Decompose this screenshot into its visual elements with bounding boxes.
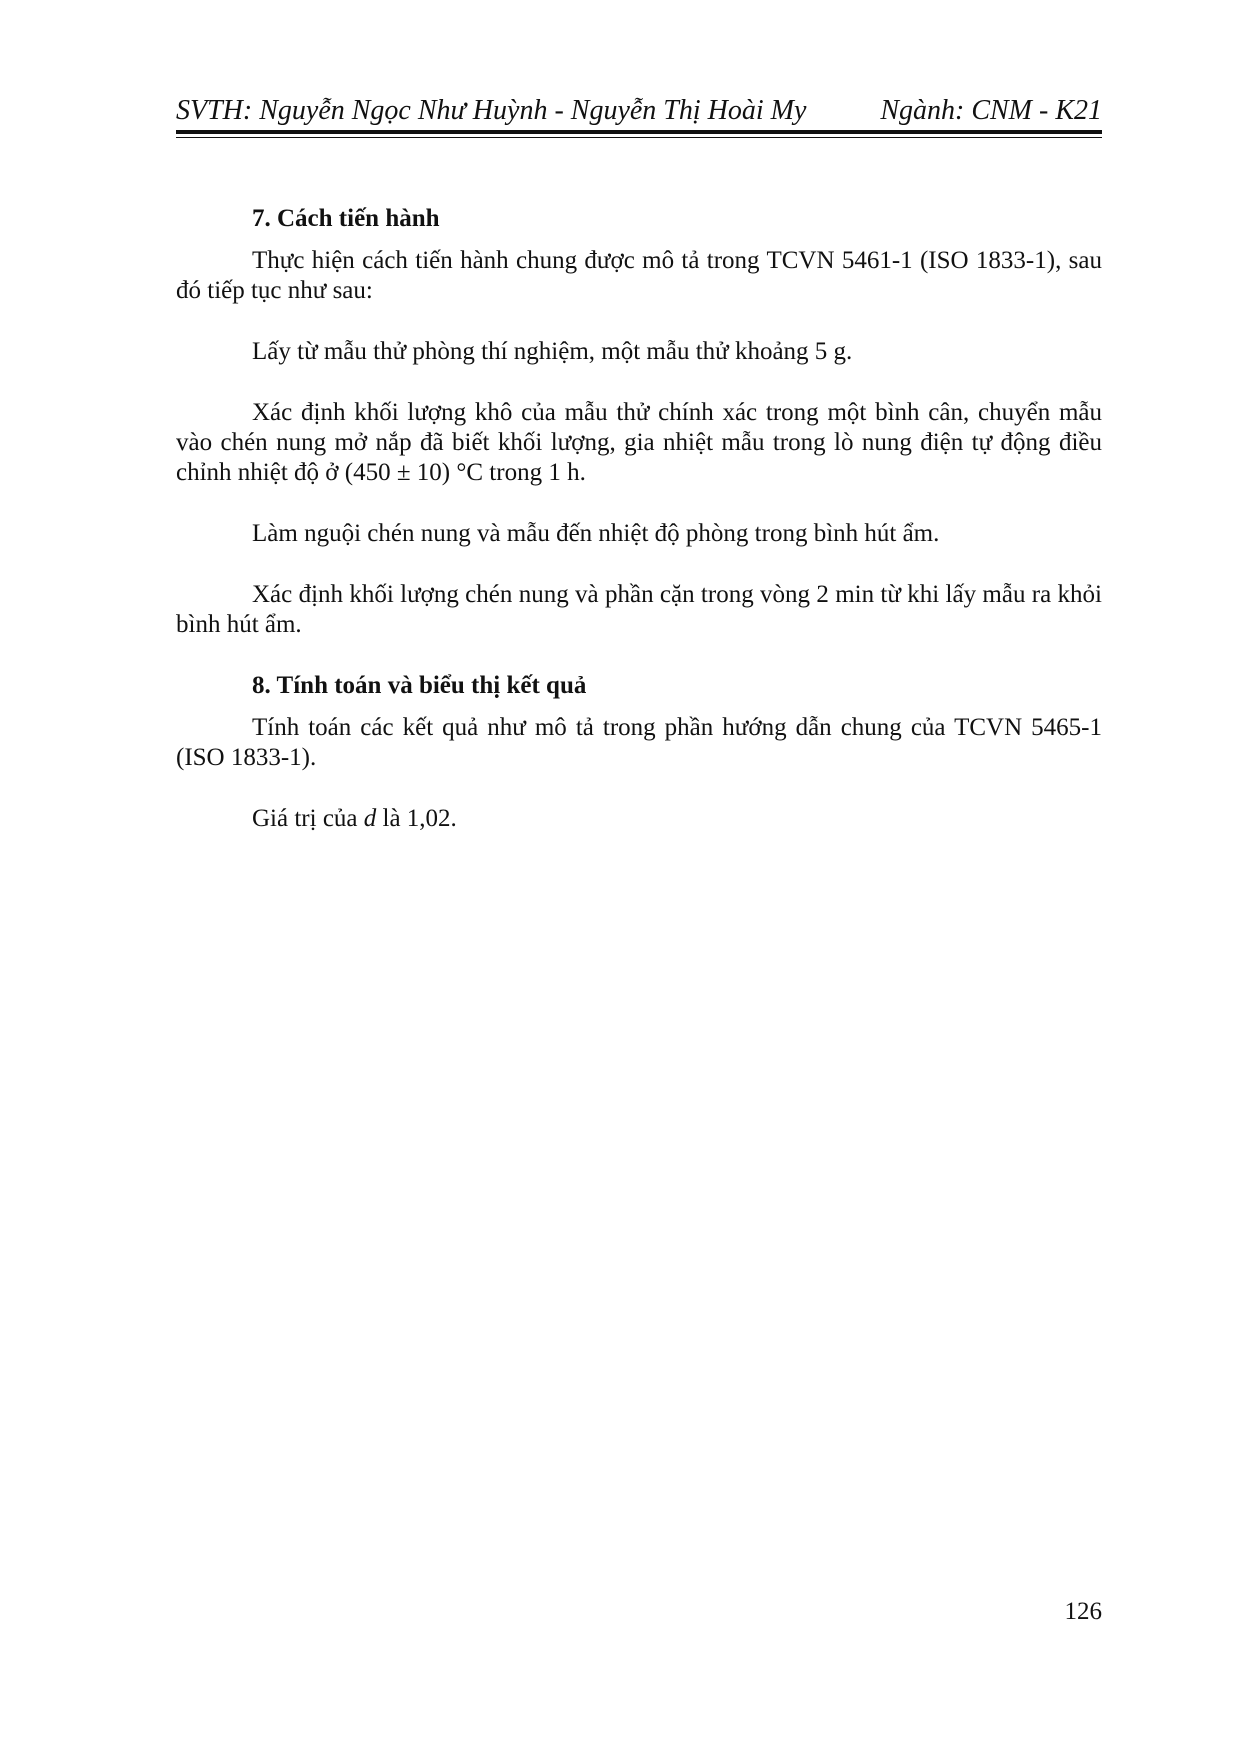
section-8-heading: 8. Tính toán và biểu thị kết quả bbox=[252, 672, 587, 699]
d-value-prefix: Giá trị của bbox=[252, 805, 364, 832]
section-7-paragraph-5: Xác định khối lượng chén nung và phần cặn trong vòng 2 min từ khi lấy mẫu ra khỏi bình hút ẩm. bbox=[176, 581, 1102, 638]
section-8-paragraph-1: Tính toán các kết quả như mô tả trong phần hướng dẫn chung của TCVN 5465-1 (ISO 1833-1). bbox=[176, 714, 1102, 771]
d-value-suffix: là 1,02. bbox=[376, 805, 457, 832]
d-variable: d bbox=[363, 805, 377, 832]
header-rule-thin bbox=[176, 137, 1102, 138]
header-authors: SVTH: Nguyễn Ngọc Như Huỳnh - Nguyễn Thị Hoài My bbox=[176, 95, 807, 126]
section-7-paragraph-2: Lấy từ mẫu thử phòng thí nghiệm, một mẫu thử khoảng 5 g. bbox=[252, 338, 853, 365]
page-content bbox=[176, 204, 1102, 865]
page-header bbox=[176, 88, 1102, 128]
section-7-paragraph-1: Thực hiện cách tiến hành chung được mô tả trong TCVN 5461-1 (ISO 1833-1), sau đó tiếp tục như sau: bbox=[176, 247, 1102, 304]
header-rule-thick bbox=[176, 130, 1102, 134]
section-7-paragraph-4: Làm nguội chén nung và mẫu đến nhiệt độ phòng trong bình hút ẩm. bbox=[252, 520, 940, 547]
page-number: 126 bbox=[1064, 1598, 1102, 1625]
header-major: Ngành: CNM - K21 bbox=[880, 95, 1102, 126]
section-7-paragraph-3: Xác định khối lượng khô của mẫu thử chính xác trong một bình cân, chuyển mẫu vào chén nung mở nắp đã biết khối lượng, gia nhiệt mẫu trong lò nung điện tự động điều chỉnh nhiệt độ ở (450 ± 10) °C trong 1 h. bbox=[176, 399, 1102, 486]
section-8-d-value bbox=[176, 804, 1102, 834]
section-7-heading: 7. Cách tiến hành bbox=[252, 205, 440, 232]
